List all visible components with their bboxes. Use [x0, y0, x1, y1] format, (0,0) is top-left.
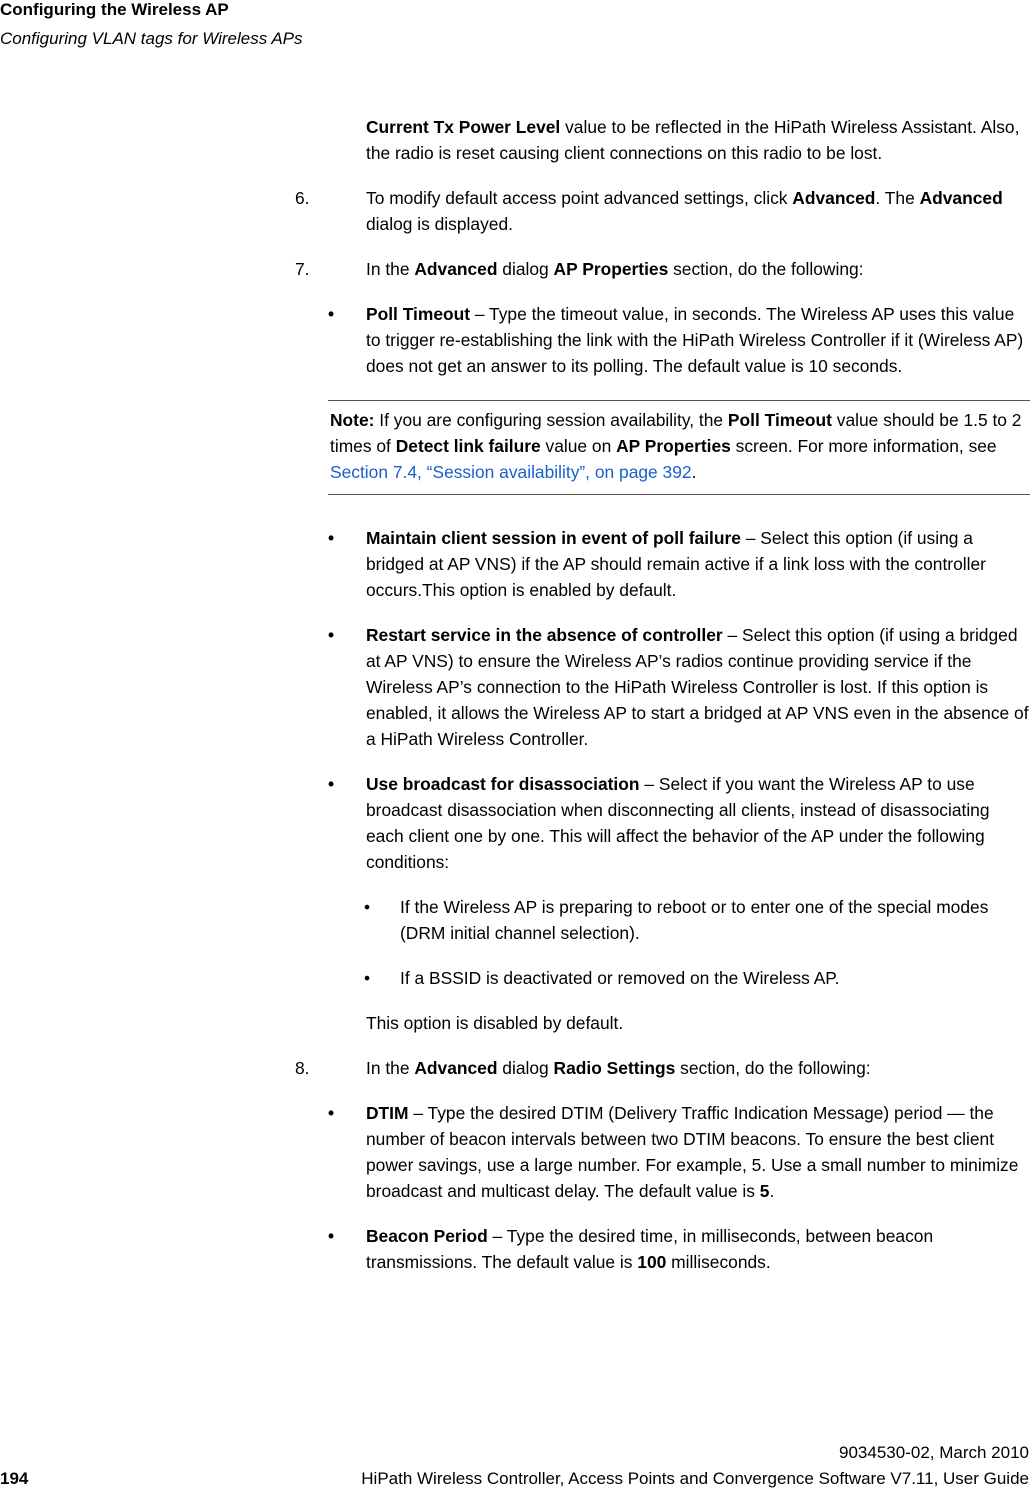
note-bold: AP Properties	[616, 436, 731, 456]
step-number: 8.	[295, 1058, 310, 1078]
note-text: screen. For more information, see	[730, 436, 997, 456]
note-text: If you are configuring session availability, the	[374, 410, 728, 430]
bullet-bold: Beacon Period	[366, 1226, 488, 1246]
step-bold: Advanced	[919, 188, 1003, 208]
bullet-restart-service	[288, 622, 1030, 752]
bullet-poll-timeout	[288, 301, 1030, 379]
step-text: . The	[875, 188, 920, 208]
step-6	[288, 185, 1030, 237]
bullet-icon: •	[328, 774, 335, 794]
bullet-text: – Type the desired time, in milliseconds, between beacon transmissions. The default value is	[366, 1226, 934, 1272]
bullet-text: – Type the timeout value, in seconds. The Wireless AP uses this value to trigger re-establishing the link with the HiPath Wireless Controller if it (Wireless AP) does not get an answer to its polling. The default value is 10 seconds.	[366, 304, 1024, 376]
intro-text: value to be reflected in the HiPath Wireless Assistant. Also, the radio is reset causing client connections on this radio to be lost.	[366, 117, 1020, 163]
step-text: To modify default access point advanced settings, click	[366, 188, 793, 208]
note-text: value on	[540, 436, 617, 456]
step-bold: Radio Settings	[553, 1058, 676, 1078]
bullet-bold: Poll Timeout	[366, 304, 471, 324]
step-text: dialog	[497, 259, 554, 279]
doc-title: HiPath Wireless Controller, Access Points and Convergence Software V7.11, User Guide	[361, 1469, 1029, 1488]
sub-bullet-bssid	[288, 965, 1030, 991]
step-text: section, do the following:	[668, 259, 864, 279]
session-availability-link[interactable]: Section 7.4, “Session availability”, on page 392	[330, 462, 692, 482]
bullet-text: .	[769, 1181, 775, 1201]
section-title: Configuring VLAN tags for Wireless APs	[0, 29, 303, 48]
bullet-bold: Use broadcast for disassociation	[366, 774, 640, 794]
bullet-text: – Type the desired DTIM (Delivery Traffic Indication Message) period — the number of beacon intervals between two DTIM beacons. To ensure the best client power savings, use a large number. For example, 5. Use a small number to minimize broadcast and multicast delay. The default value is	[366, 1103, 1019, 1201]
bullet-text: milliseconds.	[666, 1252, 771, 1272]
note-box	[328, 400, 1030, 495]
bullet-icon: •	[328, 1103, 335, 1123]
note-bold: Detect link failure	[395, 436, 541, 456]
doc-number: 9034530-02, March 2010	[839, 1443, 1029, 1462]
step-text: In the	[366, 1058, 415, 1078]
bullet-icon: •	[364, 897, 371, 917]
bullet-icon: •	[328, 625, 335, 645]
bullet-maintain-session	[288, 525, 1030, 603]
step-text: In the	[366, 259, 415, 279]
note-bold: Poll Timeout	[727, 410, 832, 430]
step-bold: Advanced	[414, 259, 498, 279]
sub-bullet-text: If the Wireless AP is preparing to reboot or to enter one of the special modes (DRM initial channel selection).	[400, 897, 989, 943]
bullet-icon: •	[364, 968, 371, 988]
step-7	[288, 256, 1030, 282]
dtim-default-value: 5	[759, 1181, 770, 1201]
bullet-text: – Select this option (if using a bridged at AP VNS) to ensure the Wireless AP’s radios continue providing service if the Wireless AP’s connection to the HiPath Wireless Controller is lost. If this option is enabled, it allows the Wireless AP to start a bridged at AP VNS even in the absence of a HiPath Wireless Controller.	[366, 625, 1029, 749]
step-8	[288, 1055, 1030, 1081]
note-text: value should be 1.5 to 2 times of	[330, 410, 1022, 456]
intro-paragraph	[288, 114, 1030, 166]
step-bold: AP Properties	[553, 259, 669, 279]
bullet-icon: •	[328, 304, 335, 324]
note-text: .	[691, 462, 697, 482]
bullet-icon: •	[328, 528, 335, 548]
step-text: dialog is displayed.	[366, 214, 513, 234]
step-bold: Advanced	[792, 188, 876, 208]
bullet-text: – Select this option (if using a bridged at AP VNS) if the AP should remain active if a link loss with the controller occurs.This option is enabled by default.	[366, 528, 986, 600]
step-text: dialog	[497, 1058, 554, 1078]
step-number: 6.	[295, 188, 310, 208]
bullet-beacon-period	[288, 1223, 1030, 1275]
chapter-title: Configuring the Wireless AP	[0, 0, 229, 19]
bullet-text: – Select if you want the Wireless AP to use broadcast disassociation when disconnecting all clients, instead of disassociating each client one by one. This will affect the behavior of the AP under the following conditions:	[366, 774, 990, 872]
sub-bullet-reboot	[288, 894, 1030, 946]
bullet-bold: Maintain client session in event of poll failure	[366, 528, 741, 548]
step-number: 7.	[295, 259, 310, 279]
sub-bullet-text: If a BSSID is deactivated or removed on the Wireless AP.	[400, 968, 840, 988]
bullet-dtim	[288, 1100, 1030, 1204]
broadcast-default-note: This option is disabled by default.	[366, 1013, 624, 1033]
bullet-bold: Restart service in the absence of controller	[366, 625, 723, 645]
page-content	[288, 114, 1030, 1275]
bullet-bold: DTIM	[366, 1103, 409, 1123]
page-number: 194	[0, 1469, 29, 1488]
note-label: Note:	[330, 410, 375, 430]
beacon-default-value: 100	[637, 1252, 667, 1272]
step-text: section, do the following:	[675, 1058, 871, 1078]
step-bold: Advanced	[414, 1058, 498, 1078]
bullet-broadcast-disassociation	[288, 771, 1030, 875]
bullet-icon: •	[328, 1226, 335, 1246]
intro-bold: Current Tx Power Level	[366, 117, 561, 137]
